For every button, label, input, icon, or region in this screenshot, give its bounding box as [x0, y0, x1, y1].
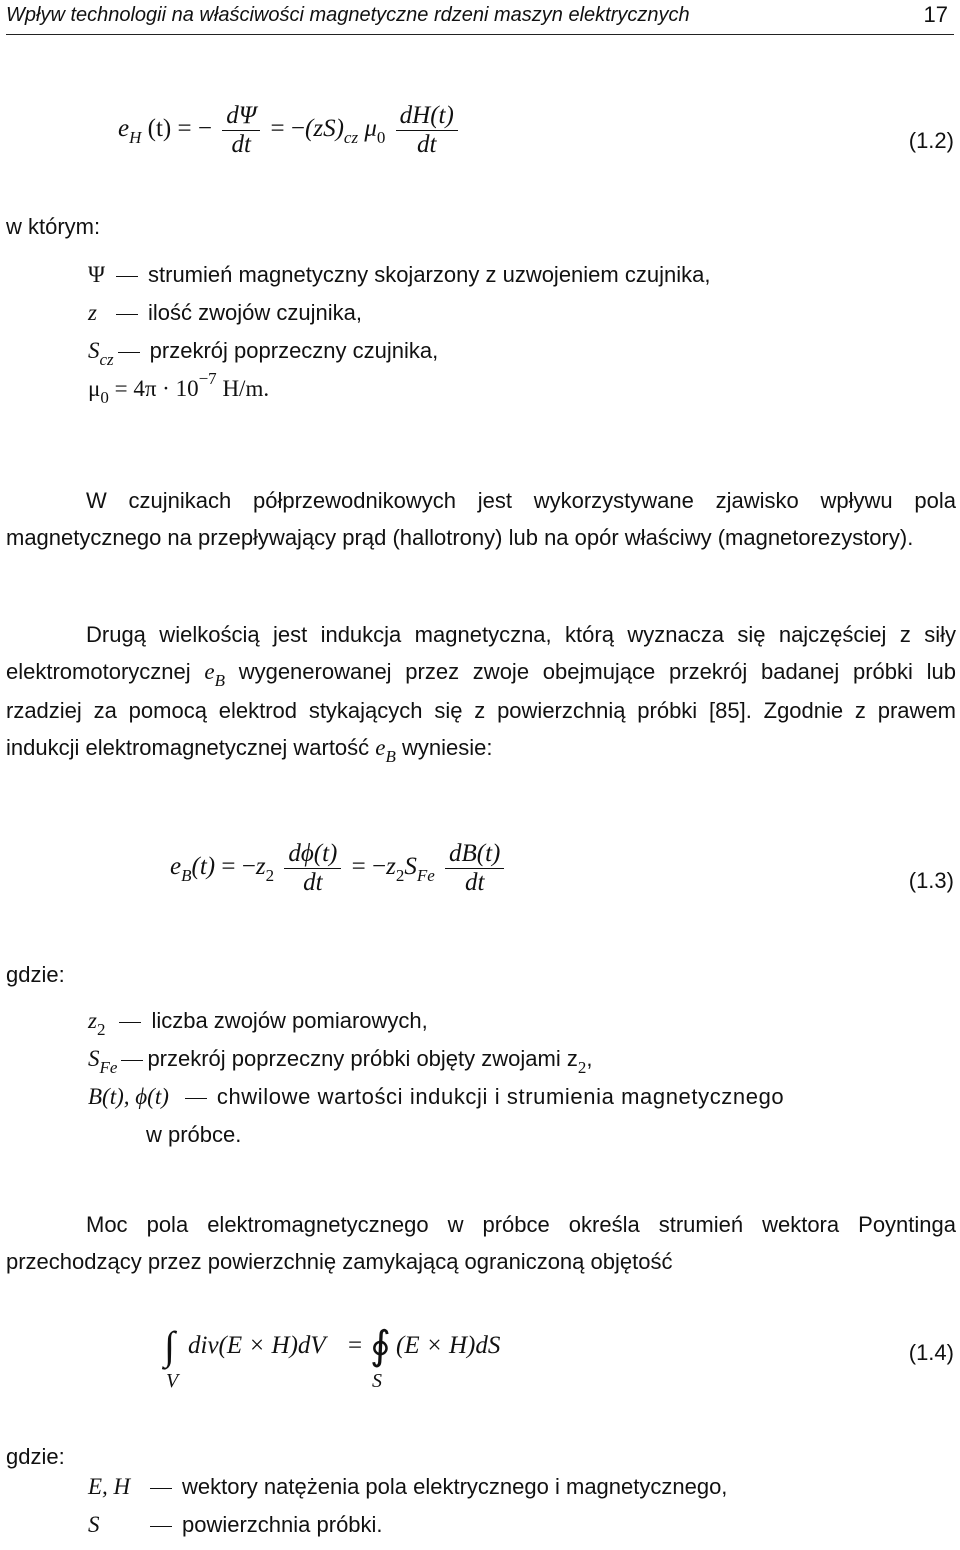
integral-lower-s: S: [372, 1370, 382, 1392]
paragraph-text: Moc pola elektromagnetycznego w próbce określa strumień wektora Poyntinga przechodzący przez powierzchnię zamykającą ograniczoną objętość: [6, 1212, 956, 1274]
symbol-z-sub: 2: [96, 1020, 106, 1039]
eq12-frac1-num: dΨ: [226, 102, 257, 129]
inline-e: e: [204, 659, 215, 684]
symbol-bt-phit: B(t), ϕ(t): [88, 1084, 169, 1109]
integral-lower-v: V: [166, 1370, 179, 1392]
eq13-t-arg: (t): [191, 853, 216, 881]
eq12-mu-sub: 0: [376, 128, 386, 148]
equation-1-3: [170, 840, 508, 897]
eq12-e: e: [118, 115, 130, 143]
symbol-s-sub: cz: [99, 350, 114, 369]
inline-e-sub-2: B: [385, 747, 396, 766]
definition-text: wektory natężenia pola elektrycznego i magnetycznego,: [182, 1474, 728, 1499]
eq12-fraction-2: [396, 102, 458, 159]
equation-number-1-3: (1.3): [908, 868, 954, 893]
symbol-e-h-vectors: E, H: [88, 1474, 131, 1499]
paragraph-text-c: wyniesie:: [395, 735, 493, 760]
equation-1-4: [160, 1322, 540, 1402]
definition-text: przekrój poprzeczny próbki objęty zwojami z: [147, 1046, 578, 1071]
inline-e-2: e: [375, 735, 386, 760]
eq13-minus: −: [241, 853, 256, 881]
eq12-zs: (zS): [305, 115, 344, 143]
running-header: [6, 0, 954, 35]
definition-text: strumień magnetyczny skojarzony z uzwojeniem czujnika,: [148, 262, 711, 287]
where-label-1: w którym:: [6, 214, 101, 239]
eq12-frac1-den: dt: [222, 130, 260, 159]
eq13-frac2-den: dt: [445, 868, 504, 897]
definition-z2: [88, 1008, 428, 1039]
definition-s: [88, 1512, 383, 1538]
paragraph-text: W czujnikach półprzewodnikowych jest wykorzystywane zjawisko wpływu pola magnetycznego na przepływający prąd (hallotrony) lub na opór właściwy (magnetorezystory).: [6, 488, 956, 550]
mu-zero-definition: [88, 369, 270, 407]
eq14-right-side: (E × H)dS: [396, 1332, 501, 1359]
dash: [150, 1488, 172, 1489]
eq12-equals-2: =: [270, 115, 285, 143]
eq12-mu: μ: [364, 115, 377, 143]
eq13-fraction-1: [284, 840, 341, 897]
eq13-minus-2: −: [371, 853, 387, 881]
definition-bt-phit-continued: w próbce.: [146, 1122, 242, 1147]
eq12-t-arg: (t): [147, 115, 172, 143]
definition-bt-phit: [88, 1084, 954, 1110]
dash: [116, 276, 138, 277]
mu-symbol: μ: [88, 376, 101, 401]
paragraph-induction: [6, 616, 956, 768]
definition-e-h: [88, 1474, 727, 1500]
mu-sub: 0: [100, 388, 109, 407]
eq13-e: e: [170, 853, 182, 881]
eq14-equals: =: [348, 1332, 363, 1359]
paragraph-text-a: Drugą wielkością jest indukcja magnetyczna, którą wyznacza się najczęściej z siły elektromotorycznej: [6, 622, 956, 684]
dash: [185, 1098, 207, 1099]
dash: [119, 1022, 141, 1023]
definition-text: ilość zwojów czujnika,: [148, 300, 362, 325]
symbol-z: z: [88, 300, 97, 325]
eq13-frac1-den: dt: [284, 868, 341, 897]
eq13-frac1-num: dϕ(t): [288, 840, 338, 867]
eq12-frac2-den: dt: [396, 130, 458, 159]
definition-text: powierzchnia próbki.: [182, 1512, 383, 1537]
equation-1-2: [118, 102, 462, 159]
equation-number-1-2: (1.2): [908, 128, 954, 153]
paragraph-poynting: [6, 1206, 956, 1280]
eq12-minus-2: −: [290, 115, 306, 143]
eq13-equals-2: =: [351, 853, 366, 881]
definition-scz: [88, 338, 439, 369]
dash: [118, 352, 140, 353]
eq13-z-sub: 2: [265, 866, 275, 886]
paragraph-text-b: wygenerowanej przez zwoje obejmujące przekrój badanej próbki lub rzadziej za pomocą elektrod stykających się z powierzchnią próbki [85]. Zgodnie z prawem indukcji elektromagnetycznej wartość: [6, 659, 956, 760]
eq12-equals: =: [177, 115, 192, 143]
symbol-s-sub: Fe: [99, 1058, 118, 1077]
definition-text: chwilowe wartości indukcji i strumienia magnetycznego: [216, 1084, 785, 1109]
eq13-z-2: z: [386, 853, 396, 881]
definition-sfe: [88, 1046, 593, 1077]
eq13-frac2-num: dB(t): [449, 840, 501, 867]
page-number: 17: [923, 2, 948, 27]
eq13-z-sub-2: 2: [395, 866, 405, 886]
eq13-z: z: [255, 853, 266, 881]
paragraph-semiconductor: [6, 482, 956, 556]
eq13-fraction-2: [445, 840, 504, 897]
definition-text: przekrój poprzeczny czujnika,: [149, 338, 439, 363]
eq12-frac2-num: dH(t): [399, 102, 454, 129]
definition-psi: [88, 262, 710, 288]
symbol-s: S: [88, 338, 100, 363]
eq13-equals: =: [221, 853, 236, 881]
eq12-zs-sub: cz: [343, 128, 359, 148]
symbol-psi: Ψ: [88, 262, 105, 287]
integral-sign: ∫: [164, 1323, 175, 1368]
eq12-minus: −: [197, 115, 212, 143]
eq12-fraction-1: [222, 102, 260, 159]
dash: [150, 1526, 172, 1527]
eq13-s: S: [404, 853, 417, 881]
header-title: Wpływ technologii na właściwości magnetyczne rdzeni maszyn elektrycznych: [6, 4, 690, 26]
eq14-left-side: div(E × H)dV: [188, 1332, 326, 1359]
inline-e-sub: B: [214, 671, 225, 690]
definition-text-sub: 2: [577, 1058, 587, 1077]
equation-number-1-4: (1.4): [908, 1340, 954, 1365]
mu-unit: H/m.: [216, 376, 270, 401]
symbol-z: z: [88, 1008, 97, 1033]
definition-z: [88, 300, 362, 326]
eq12-e-sub: H: [129, 128, 142, 148]
contour-integral-sign: ∮: [370, 1323, 391, 1368]
definition-text: liczba zwojów pomiarowych,: [151, 1008, 428, 1033]
dash: [116, 314, 138, 315]
symbol-s: S: [88, 1046, 100, 1071]
mu-value: = 4π · 10: [108, 376, 199, 401]
mu-exponent: −7: [198, 369, 217, 388]
dash: [121, 1060, 143, 1061]
definition-text-end: ,: [586, 1046, 593, 1071]
where-label-2: gdzie:: [6, 962, 65, 987]
eq13-s-sub: Fe: [416, 866, 435, 886]
symbol-s-vector: S: [88, 1512, 100, 1537]
where-label-3: gdzie:: [6, 1444, 65, 1469]
eq13-e-sub: B: [181, 866, 192, 886]
